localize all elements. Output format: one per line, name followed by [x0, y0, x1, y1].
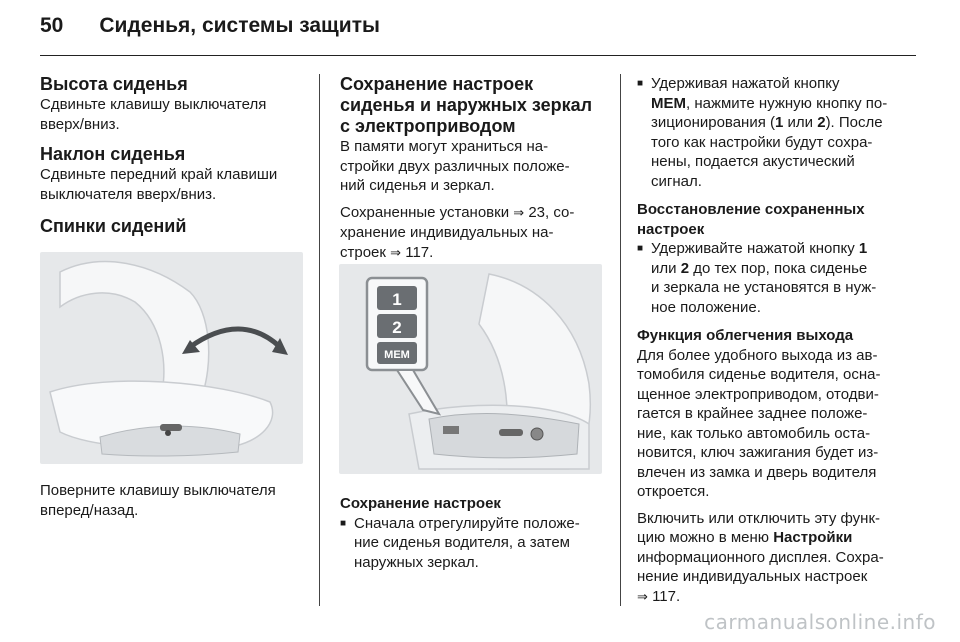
bullet-restore-2a: или — [651, 259, 681, 277]
ref-page-117-b: 117. — [652, 587, 681, 605]
bullet-restore-2 — [651, 259, 927, 279]
text-exit-3: щенное электроприводом, отодви- — [637, 385, 879, 403]
column-divider-1 — [319, 74, 320, 606]
column-2 — [340, 74, 610, 263]
memory-buttons-illustration — [339, 264, 602, 474]
settings-menu-ref: Настройки — [773, 529, 853, 546]
bullet-restore-3: и зеркала не установятся в нуж- — [651, 279, 877, 296]
ref-arrow-icon: ⇒ — [637, 589, 648, 605]
bullet-mem-or: или — [783, 114, 818, 131]
bullet-save-2: ние сиденья водителя, а затем — [354, 534, 570, 551]
bullet-restore-1a: Удерживайте нажатой кнопку — [651, 240, 859, 257]
column-1 — [40, 74, 310, 237]
heading-seat-tilt: Наклон сиденья — [40, 144, 186, 164]
mem-button-label: MEM — [651, 94, 686, 112]
text-saved-settings-2: хранение индивидуальных на- — [340, 224, 554, 241]
seat-backrest-figure — [40, 252, 303, 464]
text-exit-8: откроется. — [637, 483, 710, 500]
toggle-2-text: цию можно в меню — [637, 529, 774, 546]
bullet-mem — [637, 74, 927, 191]
watermark: carmanualsonline.info — [704, 610, 936, 634]
bullet-save-1: ■ Сначала отрегулируйте положе- — [354, 514, 580, 532]
text-toggle-2 — [637, 528, 927, 548]
bullet-mem-2-text: , нажмите нужную кнопку по- — [686, 94, 888, 112]
bullet-mem-1: ■ Удерживая нажатой кнопку — [651, 75, 840, 92]
heading-backrest: Спинки сидений — [40, 216, 187, 236]
bullet-save-3: наружных зеркал. — [354, 553, 479, 571]
text-seat-height-2: вверх/вниз. — [40, 115, 120, 133]
memory-buttons-figure — [339, 264, 602, 474]
ref-arrow-icon: ⇒ — [390, 245, 402, 261]
text-exit-4: гается в крайнее заднее положе- — [637, 405, 868, 422]
bullet-mem-6: сигнал. — [651, 172, 702, 190]
bullet-mem-3b: ). После — [825, 114, 883, 131]
column-1-caption — [40, 481, 310, 520]
text-saved-settings-3 — [340, 243, 610, 264]
seat-backrest-illustration — [40, 252, 303, 464]
page-number: 50 — [40, 14, 64, 37]
heading-memory-3: с электроприводом — [340, 116, 516, 136]
heading-memory-2: сиденья и наружных зеркал — [340, 95, 593, 115]
page-header — [40, 14, 380, 38]
column-3 — [637, 74, 927, 607]
text-toggle-1: Включить или отключить эту функ- — [637, 509, 881, 527]
bullet-mem-4: того как настройки будут сохра- — [651, 133, 873, 151]
text-seat-height-1: Сдвиньте клавишу выключателя — [40, 96, 267, 113]
text-memory-2: стройки двух различных положе- — [340, 157, 570, 175]
text-exit-5: ние, как только автомобиль оста- — [637, 424, 871, 442]
text-saved-settings-1 — [340, 203, 610, 224]
text-toggle-5 — [637, 587, 927, 608]
ref-page-23: 23, со- — [528, 203, 575, 221]
bullet-mem-5: нены, подается акустический — [651, 153, 855, 170]
ref-page-117: 117. — [405, 243, 434, 261]
button-1-ref-2: 1 — [858, 240, 868, 257]
bullet-mem-3 — [651, 113, 927, 133]
page-title: Сиденья, системы защиты — [99, 14, 380, 37]
text-backrest-2: вперед/назад. — [40, 501, 139, 519]
text-seat-tilt-2: выключателя вверх/вниз. — [40, 185, 217, 203]
bullet-restore-4: ное положение. — [651, 298, 761, 316]
ref-arrow-icon: ⇒ — [513, 205, 525, 221]
heading-restore-2: настроек — [637, 220, 705, 238]
text-toggle-4: нение индивидуальных настроек — [637, 568, 868, 585]
heading-easy-exit: Функция облегчения выхода — [637, 327, 854, 344]
header-rule — [40, 55, 916, 56]
button-2-ref: 2 — [817, 114, 826, 131]
text-seat-tilt-1: Сдвиньте передний край клавиши — [40, 166, 278, 183]
memory-button-mem-label: MEM — [384, 349, 410, 361]
bullet-restore-2b: до тех пор, пока сиденье — [689, 259, 868, 277]
button-2-ref-2: 2 — [680, 259, 690, 277]
heading-save-settings: Сохранение настроек — [340, 495, 501, 512]
heading-seat-height: Высота сиденья — [40, 74, 188, 94]
text-exit-2: томобиля сиденье водителя, осна- — [637, 366, 881, 383]
bullet-mem-2 — [651, 94, 927, 114]
button-1-ref: 1 — [775, 114, 784, 131]
text-backrest-1: Поверните клавишу выключателя — [40, 482, 276, 499]
heading-memory-1: Сохранение настроек — [340, 74, 534, 94]
bullet-save — [340, 514, 610, 573]
memory-button-1-label: 1 — [392, 290, 402, 309]
text-toggle-3: информационного дисплея. Сохра- — [637, 548, 884, 566]
column-divider-2 — [620, 74, 621, 606]
text-memory-3: ний сиденья и зеркал. — [340, 177, 495, 194]
text-exit-1: Для более удобного выхода из ав- — [637, 346, 878, 364]
bullet-mem-3a: зиционирования ( — [651, 114, 776, 131]
bullet-restore — [637, 239, 927, 317]
text-memory-1: В памяти могут храниться на- — [340, 138, 549, 155]
text-exit-6: новится, ключ зажигания будет из- — [637, 444, 879, 461]
memory-button-2-label: 2 — [392, 318, 402, 337]
column-2-save — [340, 494, 610, 572]
text-exit-7: влечен из замка и дверь водителя — [637, 463, 877, 481]
heading-restore-1: Восстановление сохраненных — [637, 201, 865, 218]
saved-settings-text: Сохраненные установки — [340, 203, 514, 221]
saved-settings-text-3: строек — [340, 243, 391, 261]
bullet-restore-1 — [651, 239, 927, 259]
